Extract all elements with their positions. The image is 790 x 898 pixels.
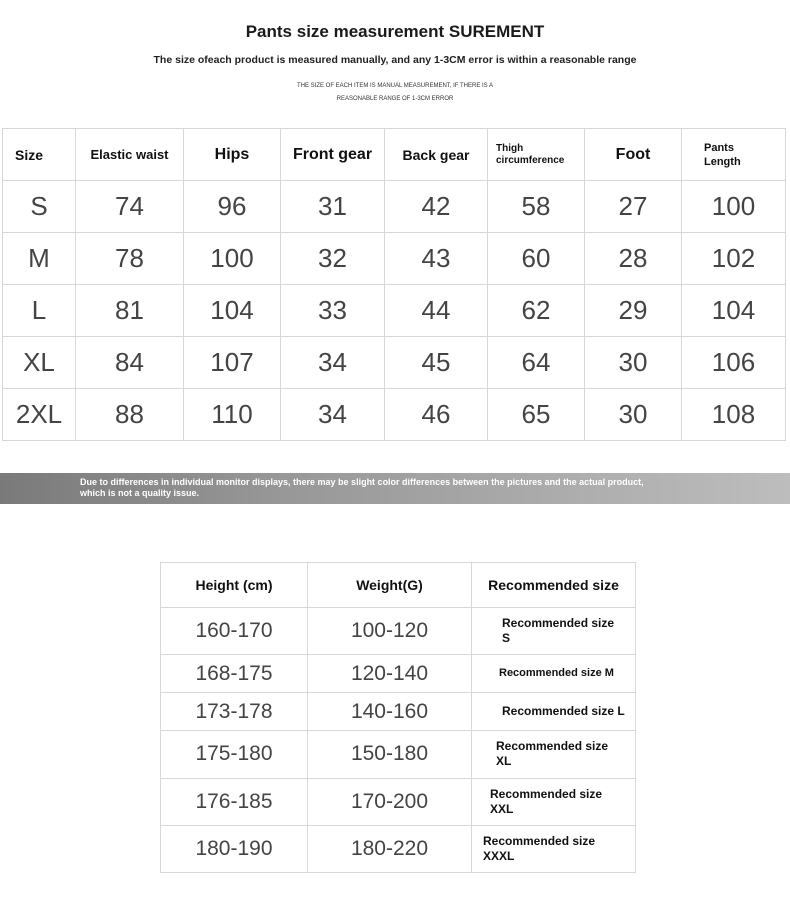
table-row: [161, 731, 636, 778]
cell-waist: 81: [76, 285, 184, 337]
table-row: [3, 181, 786, 233]
cell-weight: 140-160: [308, 693, 472, 731]
cell-hips: 110: [184, 389, 281, 441]
table-row: [161, 655, 636, 693]
rec-line-2: S: [502, 631, 511, 646]
cell-thigh: 60: [488, 233, 585, 285]
table-row: [3, 337, 786, 389]
cell-foot: 27: [585, 181, 682, 233]
header-foot: Foot: [585, 129, 682, 181]
table-row: [161, 608, 636, 655]
table-row: [3, 389, 786, 441]
cell-recommended: [472, 731, 636, 778]
cell-waist: 74: [76, 181, 184, 233]
cell-height: 180-190: [161, 825, 308, 872]
cell-back-gear: 46: [385, 389, 488, 441]
cell-front-gear: 34: [281, 337, 385, 389]
page-title: Pants size measurement SUREMENT: [245, 22, 545, 41]
rec-line-1: Recommended size: [490, 786, 603, 801]
color-disclaimer-banner: [0, 473, 790, 504]
cell-weight: 180-220: [308, 825, 472, 872]
cell-thigh: 64: [488, 337, 585, 389]
rec-line-2: XL: [496, 754, 512, 769]
cell-front-gear: 34: [281, 389, 385, 441]
cell-height: 160-170: [161, 608, 308, 655]
header-pants-line2: Length: [704, 155, 741, 168]
cell-waist: 84: [76, 337, 184, 389]
banner-line-1: Due to differences in individual monitor displays, there may be slight color differences between the pictures and the actual product,: [80, 477, 644, 487]
recommended-size-table: [160, 562, 636, 873]
cell-back-gear: 42: [385, 181, 488, 233]
header-height: Height (cm): [161, 563, 308, 608]
header-elastic-waist: Elastic waist: [76, 129, 184, 181]
page-subtitle: The size ofeach product is measured manually, and any 1-3CM error is within a reasonable range: [153, 54, 637, 66]
cell-size: L: [3, 285, 76, 337]
cell-pants-length: 108: [682, 389, 786, 441]
header-recommended-size: Recommended size: [472, 563, 636, 608]
cell-front-gear: 31: [281, 181, 385, 233]
cell-foot: 29: [585, 285, 682, 337]
cell-waist: 78: [76, 233, 184, 285]
rec-line-1: Recommended size: [483, 833, 596, 848]
cell-recommended: [472, 825, 636, 872]
cell-hips: 104: [184, 285, 281, 337]
cell-front-gear: 33: [281, 285, 385, 337]
cell-hips: 96: [184, 181, 281, 233]
header-size: Size: [3, 129, 76, 181]
cell-waist: 88: [76, 389, 184, 441]
rec-line-1: Recommended size: [502, 616, 615, 631]
cell-thigh: 62: [488, 285, 585, 337]
cell-height: 173-178: [161, 693, 308, 731]
banner-line-2: which is not a quality issue.: [80, 488, 200, 498]
cell-foot: 28: [585, 233, 682, 285]
cell-recommended: [472, 608, 636, 655]
cell-hips: 100: [184, 233, 281, 285]
header-thigh-line1: Thigh: [496, 142, 524, 154]
measurement-note: [0, 80, 790, 106]
cell-hips: 107: [184, 337, 281, 389]
table-row: [161, 693, 636, 731]
cell-pants-length: 100: [682, 181, 786, 233]
cell-recommended: [472, 655, 636, 693]
rec-line-1: Recommended size L: [502, 704, 625, 719]
cell-weight: 170-200: [308, 778, 472, 825]
rec-line-2: XXXL: [483, 848, 515, 863]
cell-foot: 30: [585, 389, 682, 441]
cell-size: 2XL: [3, 389, 76, 441]
header-front-gear: Front gear: [281, 129, 385, 181]
cell-weight: 120-140: [308, 655, 472, 693]
cell-thigh: 65: [488, 389, 585, 441]
cell-size: S: [3, 181, 76, 233]
cell-back-gear: 45: [385, 337, 488, 389]
cell-pants-length: 102: [682, 233, 786, 285]
cell-back-gear: 43: [385, 233, 488, 285]
note-line-2: REASONABLE RANGE OF 1-3CM ERROR: [336, 96, 454, 102]
size-table-header-row: [3, 129, 786, 181]
cell-recommended: [472, 778, 636, 825]
cell-front-gear: 32: [281, 233, 385, 285]
cell-height: 168-175: [161, 655, 308, 693]
header-thigh-line2: circumference: [496, 154, 565, 166]
cell-back-gear: 44: [385, 285, 488, 337]
cell-weight: 100-120: [308, 608, 472, 655]
header-thigh-circumference: [488, 129, 585, 181]
size-chart-table: [2, 128, 786, 441]
note-line-1: THE SIZE OF EACH ITEM IS MANUAL MEASUREMENT, IF THERE IS A: [296, 83, 494, 89]
rec-line-1: Recommended size: [496, 739, 609, 754]
cell-size: M: [3, 233, 76, 285]
header-pants-line1: Pants: [704, 141, 734, 154]
header-pants-length: [682, 129, 786, 181]
table-row: [161, 778, 636, 825]
header-weight: Weight(G): [308, 563, 472, 608]
cell-height: 175-180: [161, 731, 308, 778]
rec-line-1: Recommended size M: [499, 667, 614, 680]
cell-pants-length: 104: [682, 285, 786, 337]
cell-thigh: 58: [488, 181, 585, 233]
rec-table-header-row: [161, 563, 636, 608]
table-row: [3, 285, 786, 337]
table-row: [161, 825, 636, 872]
header-hips: Hips: [184, 129, 281, 181]
table-row: [3, 233, 786, 285]
rec-line-2: XXL: [490, 801, 514, 816]
cell-pants-length: 106: [682, 337, 786, 389]
cell-size: XL: [3, 337, 76, 389]
cell-recommended: [472, 693, 636, 731]
header-back-gear: Back gear: [385, 129, 488, 181]
cell-foot: 30: [585, 337, 682, 389]
banner-text: [80, 477, 740, 499]
cell-weight: 150-180: [308, 731, 472, 778]
cell-height: 176-185: [161, 778, 308, 825]
